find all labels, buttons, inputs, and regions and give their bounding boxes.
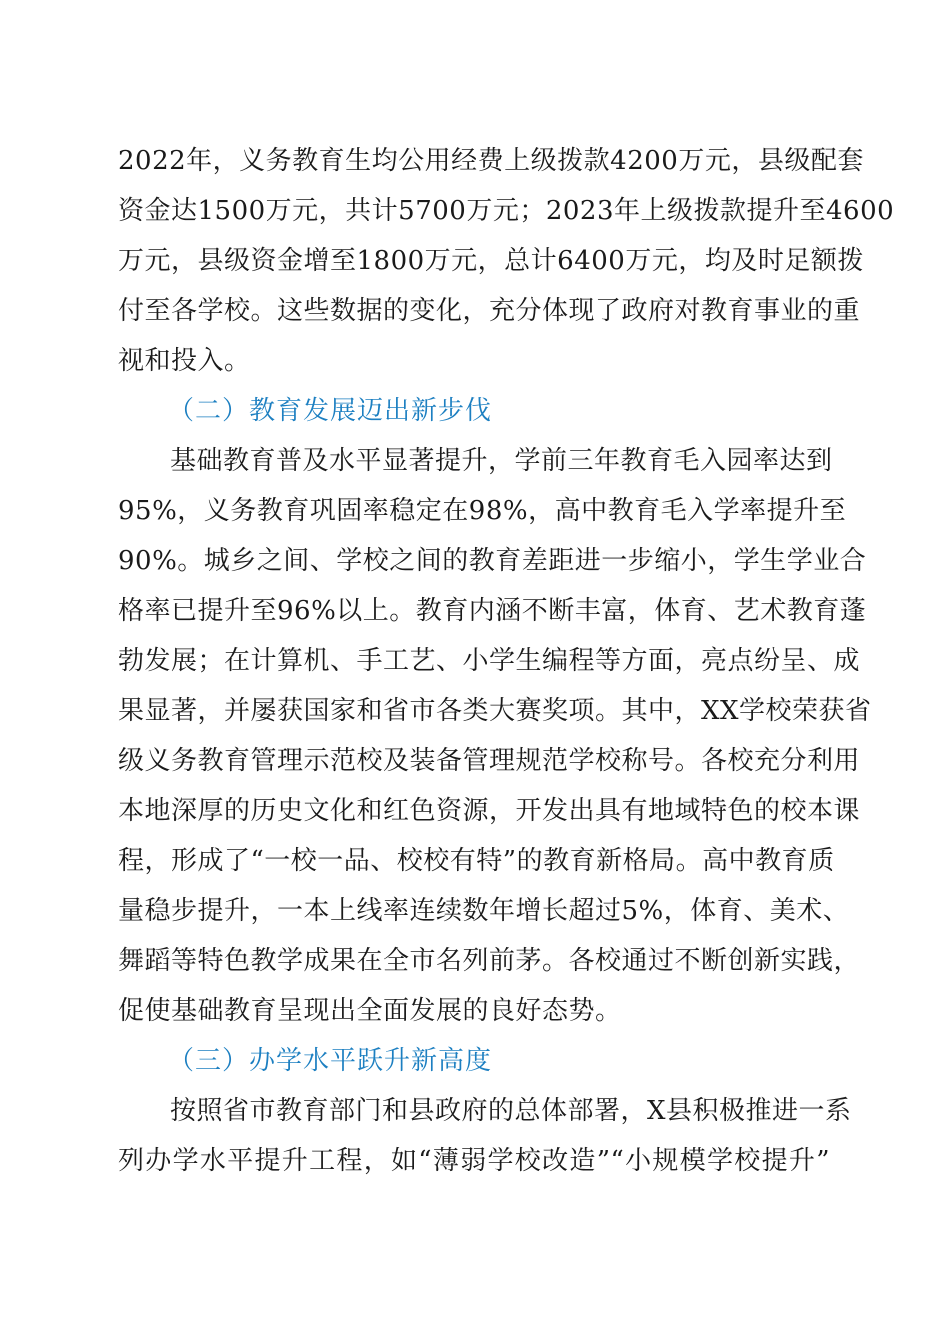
text-line: 视和投入。 <box>118 346 251 376</box>
paragraph-school-level <box>118 1086 852 1186</box>
text-line: 列办学水平提升工程，如“薄弱学校改造”“小规模学校提升” <box>118 1146 830 1176</box>
text-line: 90%。城乡之间、学校之间的教育差距进一步缩小，学生学业合 <box>118 546 867 576</box>
text-line: 量稳步提升，一本上线率连续数年增长超过5%，体育、美术、 <box>118 896 850 926</box>
section-heading-2: （二）教育发展迈出新步伐 <box>168 396 493 426</box>
text-line: 程，形成了“一校一品、校校有特”的教育新格局。高中教育质 <box>118 846 835 876</box>
text-line: 资金达1500万元，共计5700万元；2023年上级拨款提升至4600 <box>118 196 895 226</box>
text-line: 付至各学校。这些数据的变化，充分体现了政府对教育事业的重 <box>118 296 861 326</box>
text-line: 基础教育普及水平显著提升，学前三年教育毛入园率达到 <box>170 446 833 476</box>
text-line: 舞蹈等特色教学成果在全市名列前茅。各校通过不断创新实践， <box>118 946 861 976</box>
section-heading-3: （三）办学水平跃升新高度 <box>168 1046 493 1076</box>
text-line: 勃发展；在计算机、手工艺、小学生编程等方面，亮点纷呈、成 <box>118 646 861 676</box>
text-line: 果显著，并屡获国家和省市各类大赛奖项。其中，XX学校荣获省 <box>118 696 872 726</box>
text-line: 格率已提升至96%以上。教育内涵不断丰富，体育、艺术教育蓬 <box>118 596 867 626</box>
text-line: 万元，县级资金增至1800万元，总计6400万元，均及时足额拨 <box>118 246 864 276</box>
text-line: 级义务教育管理示范校及装备管理规范学校称号。各校充分利用 <box>118 746 861 776</box>
text-line: 按照省市教育部门和县政府的总体部署，X县积极推进一系 <box>170 1096 852 1126</box>
paragraph-funding <box>118 136 895 386</box>
paragraph-development <box>118 436 872 1036</box>
text-line: 2022年，义务教育生均公用经费上级拨款4200万元，县级配套 <box>118 146 864 176</box>
document-page <box>118 136 895 1186</box>
text-line: 95%，义务教育巩固率稳定在98%，高中教育毛入学率提升至 <box>118 496 847 526</box>
text-line: 促使基础教育呈现出全面发展的良好态势。 <box>118 996 622 1026</box>
text-line: 本地深厚的历史文化和红色资源，开发出具有地域特色的校本课 <box>118 796 861 826</box>
